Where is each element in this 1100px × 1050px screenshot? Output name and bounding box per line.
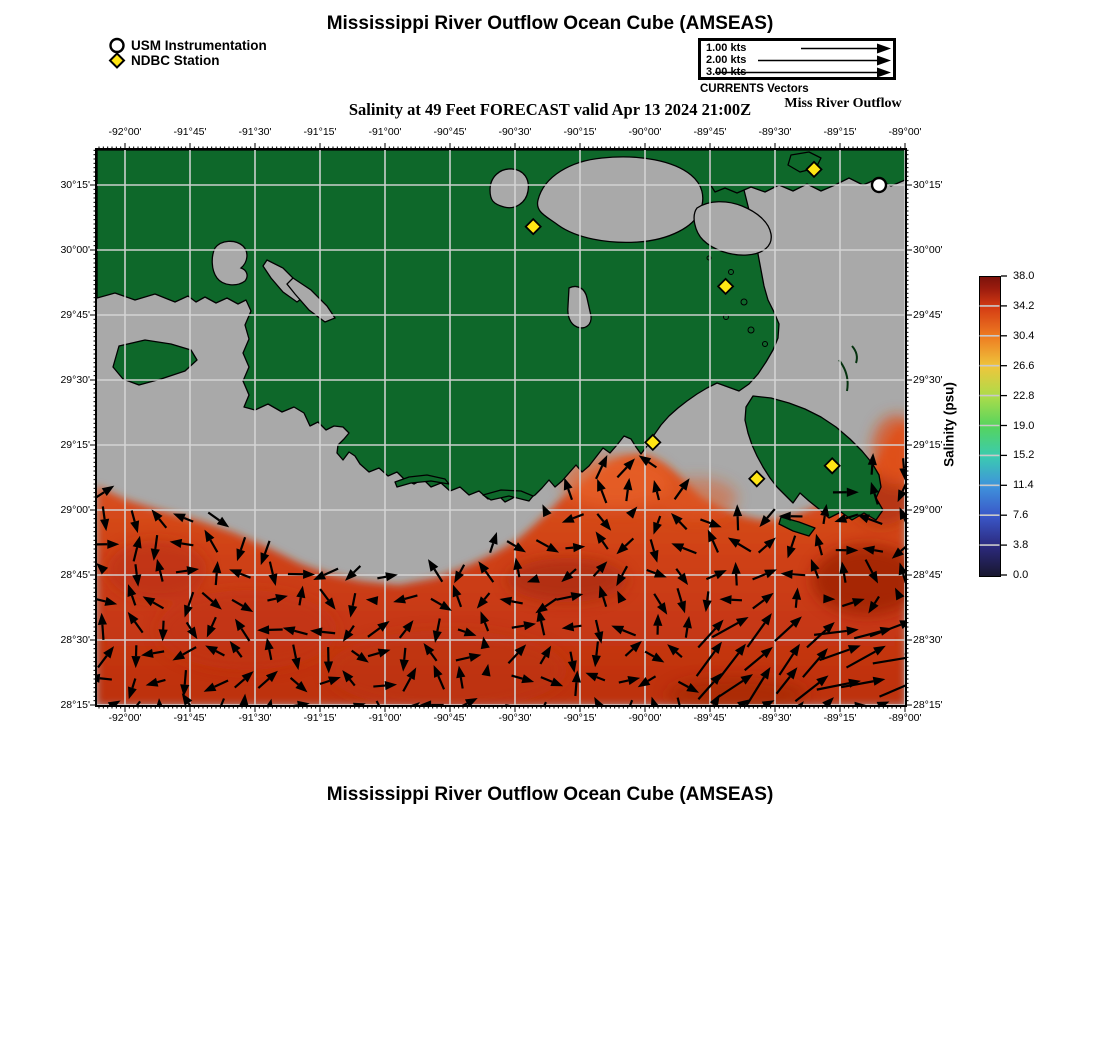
lon-tick-label: -91°30' [238, 712, 272, 724]
lat-tick-label: 29°00' [913, 504, 943, 516]
lon-tick-label: -89°15' [823, 126, 857, 138]
currents-key-box [698, 38, 896, 80]
colorbar-tick-label: 38.0 [1013, 270, 1035, 282]
colorbar-tick-label: 0.0 [1013, 569, 1029, 581]
lon-tick-label: -90°45' [433, 712, 467, 724]
map-canvas [97, 150, 905, 705]
lat-tick-label: 30°15' [60, 179, 90, 191]
map-frame [95, 148, 907, 707]
lon-tick-label: -91°00' [368, 712, 402, 724]
lat-tick-label: 28°45' [913, 569, 943, 581]
lat-tick-label: 29°30' [913, 374, 943, 386]
lon-tick-label: -90°15' [563, 712, 597, 724]
legend-usm-label: USM Instrumentation [131, 38, 267, 53]
lon-tick-label: -89°00' [888, 126, 922, 138]
lat-tick-label: 28°45' [60, 569, 90, 581]
key-2kt-label: 2.00 kts [706, 54, 747, 66]
lon-tick-label: -89°30' [758, 126, 792, 138]
region-label: Miss River Outflow [784, 96, 902, 111]
bottom-title: Mississippi River Outflow Ocean Cube (AMSEAS) [326, 784, 774, 805]
legend-ndbc-label: NDBC Station [131, 53, 220, 68]
usm-station-marker [872, 178, 886, 192]
colorbar-tick-label: 11.4 [1013, 479, 1034, 492]
lon-tick-label: -89°00' [888, 712, 922, 724]
ndbc-diamond-icon [108, 52, 126, 69]
colorbar-axis-label: Salinity (psu) [941, 382, 957, 467]
currents-key-caption: CURRENTS Vectors [700, 83, 809, 95]
lon-tick-label: -91°30' [238, 126, 272, 138]
key-3kt-label: 3.00 kts [706, 66, 747, 78]
lon-tick-label: -90°00' [628, 712, 662, 724]
colorbar-tick-label: 34.2 [1013, 299, 1035, 312]
lat-tick-label: 28°30' [60, 634, 90, 646]
lon-tick-label: -90°00' [628, 126, 662, 138]
lat-tick-label: 28°15' [913, 699, 943, 711]
lon-tick-label: -91°00' [368, 126, 402, 138]
lat-tick-label: 29°45' [60, 309, 90, 321]
lon-tick-label: -90°15' [563, 126, 597, 138]
lon-tick-label: -89°45' [693, 712, 727, 724]
lat-tick-label: 29°00' [60, 504, 90, 516]
lon-tick-label: -91°15' [303, 126, 337, 138]
lat-tick-label: 30°00' [913, 244, 943, 256]
page-title: Mississippi River Outflow Ocean Cube (AMSEAS) [326, 13, 774, 34]
colorbar-tick-label: 19.0 [1013, 419, 1035, 432]
lon-tick-label: -89°45' [693, 126, 727, 138]
lat-tick-label: 28°15' [60, 699, 90, 711]
lat-tick-label: 29°15' [60, 439, 90, 451]
colorbar-tick-label: 7.6 [1013, 509, 1029, 522]
lon-tick-label: -89°15' [823, 712, 857, 724]
lat-tick-label: 30°15' [913, 179, 943, 191]
key-1kt-label: 1.00 kts [706, 42, 747, 54]
lat-tick-label: 28°30' [913, 634, 943, 646]
lon-tick-label: -90°45' [433, 126, 467, 138]
colorbar [979, 276, 1001, 577]
lon-tick-label: -91°45' [173, 126, 207, 138]
lat-tick-label: 30°00' [60, 244, 90, 256]
lon-tick-label: -92°00' [108, 126, 142, 138]
lat-tick-label: 29°45' [913, 309, 943, 321]
colorbar-tick-label: 26.6 [1013, 359, 1035, 372]
lake-maurepas [490, 168, 528, 207]
colorbar-tick-label: 3.8 [1013, 539, 1029, 552]
colorbar-tick-label: 22.8 [1013, 389, 1035, 402]
colorbar-tick-label: 30.4 [1013, 329, 1035, 342]
lon-tick-label: -89°30' [758, 712, 792, 724]
lon-tick-label: -92°00' [108, 712, 142, 724]
lat-tick-label: 29°15' [913, 439, 943, 451]
lat-tick-label: 29°30' [60, 374, 90, 386]
key-arrows [701, 41, 893, 77]
lon-tick-label: -91°45' [173, 712, 207, 724]
lon-tick-label: -90°30' [498, 712, 532, 724]
colorbar-tick-label: 15.2 [1013, 449, 1035, 462]
forecast-subtitle: Salinity at 49 Feet FORECAST valid Apr 13 2024 21:00Z [348, 100, 752, 119]
lon-tick-label: -91°15' [303, 712, 337, 724]
legend-ndbc [108, 52, 220, 69]
lon-tick-label: -90°30' [498, 126, 532, 138]
